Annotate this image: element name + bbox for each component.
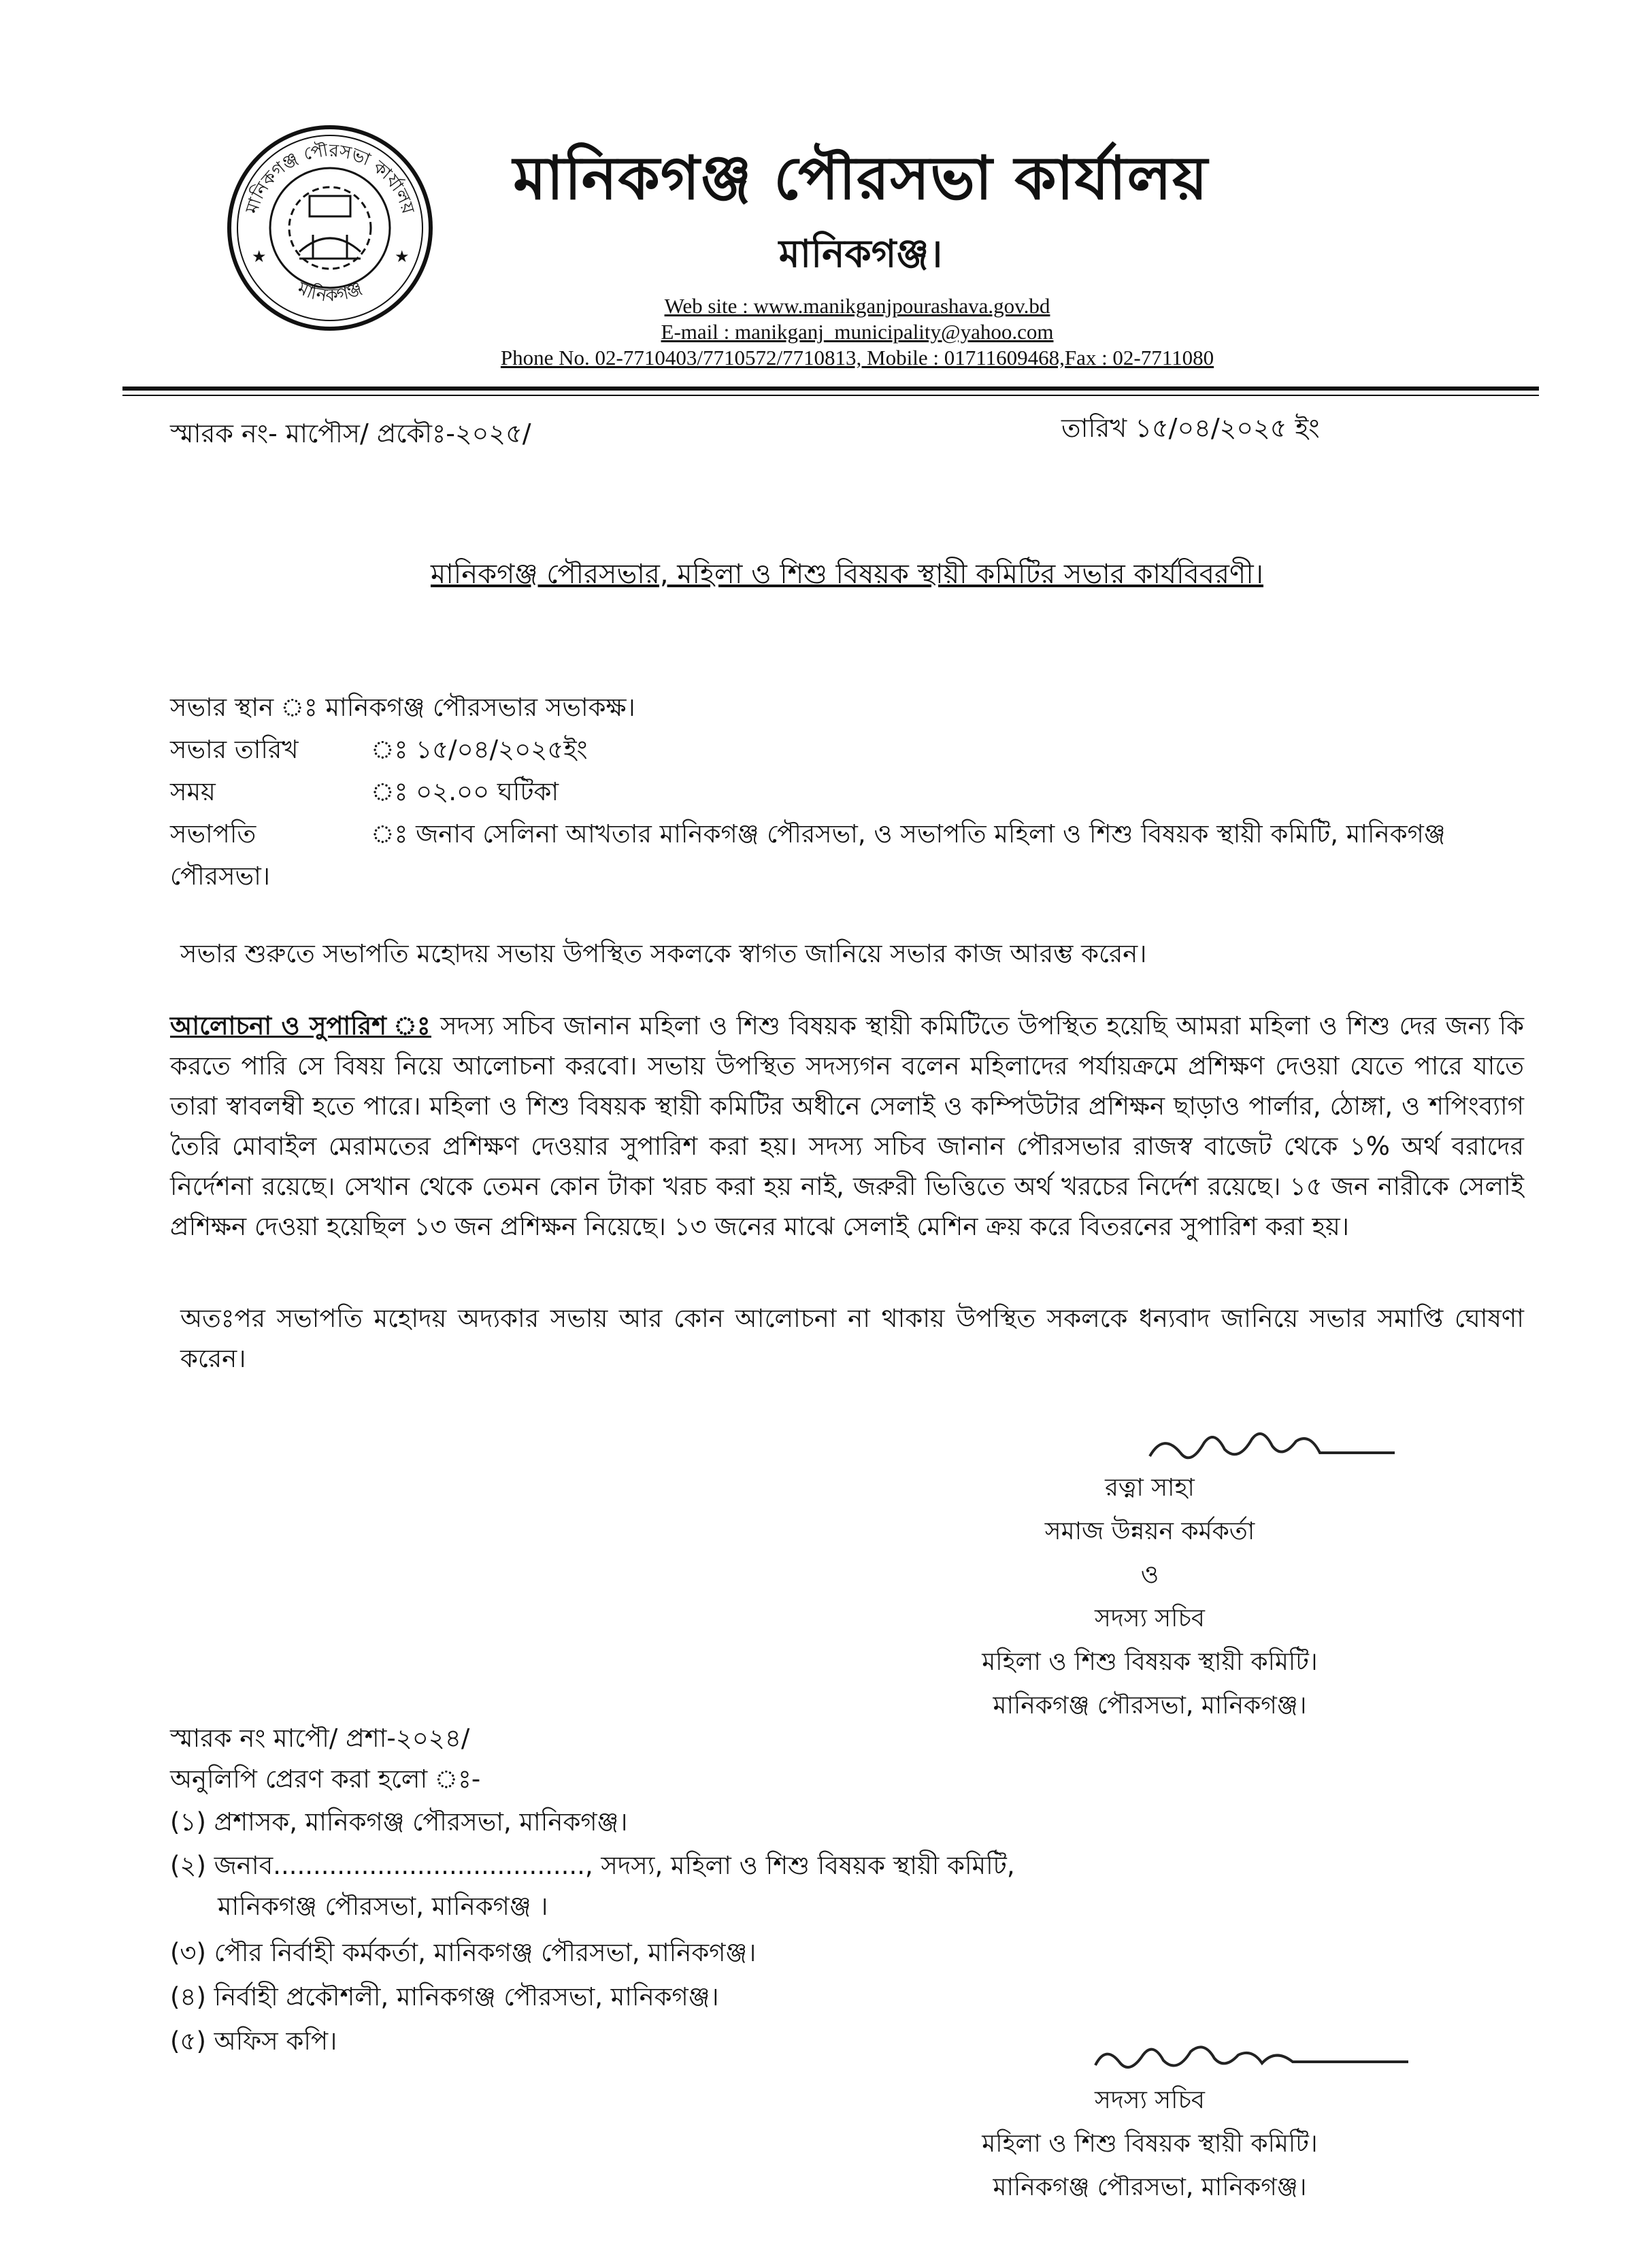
copy-item-cont: মানিকগঞ্জ পৌরসভা, মানিকগঞ্জ ।: [218, 1892, 548, 1921]
meeting-time-value: ঃ ০২.০০ ঘটিকা: [371, 777, 559, 806]
signatory-name: রত্না সাহা: [1105, 1474, 1195, 1502]
meeting-date-label: সভার তারিখ: [170, 735, 299, 764]
memo-date: তারিখ ১৫/০৪/২০২৫ ইং: [1061, 413, 1320, 443]
signatory2-role: সদস্য সচিব: [1095, 2086, 1205, 2114]
office-district: মানিকগঞ্জ।: [778, 231, 943, 276]
meeting-chair-cont: পৌরসভা।: [170, 861, 271, 891]
signatory-designation: সমাজ উন্নয়ন কর্মকর্তা: [1044, 1517, 1255, 1545]
signatory2-committee: মহিলা ও শিশু বিষয়ক স্থায়ী কমিটি।: [982, 2130, 1318, 2158]
copy-item: (৫) অফিস কপি।: [170, 2026, 337, 2056]
svg-text:মানিকগঞ্জ: [294, 278, 365, 306]
header-divider-thin: [122, 395, 1539, 396]
email-link[interactable]: E-mail : manikganj_municipality@yahoo.com: [661, 320, 1054, 344]
signatory-role: সদস্য সচিব: [1095, 1605, 1205, 1632]
phone-info: Phone No. 02-7710403/7710572/7710813, Mobile : 01711609468,Fax : 02-7711080: [500, 346, 1214, 369]
signatory-block: [939, 1466, 1361, 1728]
seal-bottom-text: মানিকগঞ্জ: [294, 278, 366, 306]
discussion-text: সদস্য সচিব জানান মহিলা ও শিশু বিষয়ক স্থায়ী কমিটিতে উপস্থিত হয়েছি আমরা মহিলা ও শিশু দের জন্য কি করতে পারি সে বিষয় নিয়ে আলোচনা করবো। সভায় উপস্থিত সদস্যগন বলেন মহিলাদের পর্যায়ক্রমে প্রশিক্ষণ দেওয়া যেতে পারে যাতে তারা স্বাবলম্বী হতে পারে। মহিলা ও শিশু বিষয়ক স্থায়ী কমিটির অধীনে সেলাই ও কম্পিউটার প্রশিক্ষন ছাড়াও পার্লার, ঠোঙ্গা, ও শপিংব্যাগ তৈরি মোবাইল মেরামতের প্রশিক্ষণ দেওয়ার সুপারিশ করা হয়। সদস্য সচিব জানান পৌরসভার রাজস্ব বাজেট থেকে ১% অর্থ বরাদের নির্দেশনা রয়েছে। সেখান থেকে তেমন কোন টাকা খরচ করা হয় নাই, জরুরী ভিত্তিতে অর্থ খরচের নির্দেশ রয়েছে। ১৫ জন নারীকে সেলাই প্রশিক্ষন দেওয়া হয়েছিল ১৩ জন প্রশিক্ষন নিয়েছে। ১৩ জনের মাঝে সেলাই মেশিন ক্রয় করে বিতরনের সুপারিশ করা হয়।: [170, 1011, 1525, 1241]
memo-number: স্মারক নং- মাপৌস/ প্রকৌঃ-২০২৫/: [170, 418, 531, 448]
discussion-heading: আলোচনা ও সুপারিশ ঃ: [170, 1011, 431, 1040]
signatory2-block: [939, 2079, 1361, 2209]
meeting-time-label: সময়: [170, 777, 216, 806]
svg-text:★: ★: [395, 247, 410, 266]
opening-paragraph: সভার শুরুতে সভাপতি মহোদয় সভায় উপস্থিত সকলকে স্বাগত জানিয়ে সভার কাজ আরম্ভ করেন।: [180, 939, 1147, 968]
meeting-place: সভার স্থান ঃ মানিকগঞ্জ পৌরসভার সভাকক্ষ।: [170, 693, 635, 722]
meeting-chair-value: ঃ জনাব সেলিনা আখতার মানিকগঞ্জ পৌরসভা, ও সভাপতি মহিলা ও শিশু বিষয়ক স্থায়ী কমিটি, মানিকগঞ্জ: [371, 819, 1446, 849]
website-link[interactable]: Web site : www.manikganjpourashava.gov.bd: [664, 294, 1050, 318]
copy-item: (১) প্রশাসক, মানিকগঞ্জ পৌরসভা, মানিকগঞ্জ।: [170, 1807, 628, 1837]
discussion-paragraph: [170, 1006, 1524, 1247]
signatory-conj: ও: [1140, 1561, 1159, 1589]
subject-heading: মানিকগঞ্জ পৌরসভার, মহিলা ও শিশু বিষয়ক স্থায়ী কমিটির সভার কার্যবিবরণী।: [430, 559, 1263, 590]
svg-text:★: ★: [252, 247, 267, 266]
meeting-chair-label: সভাপতি: [170, 819, 256, 849]
signatory-committee: মহিলা ও শিশু বিষয়ক স্থায়ী কমিটি।: [982, 1648, 1318, 1676]
seal-ring-text: মানিকগঞ্জ পৌরসভা কার্যালয়: [242, 139, 418, 216]
office-name-heading: মানিকগঞ্জ পৌরসভা কার্যালয়: [513, 142, 1208, 213]
signatory2-office: মানিকগঞ্জ পৌরসভা, মানিকগঞ্জ।: [993, 2173, 1307, 2201]
copy-intro: অনুলিপি প্রেরণ করা হলো ঃ-: [170, 1764, 481, 1794]
copy-item: (২) জনাব......................................., সদস্য, মহিলা ও শিশু বিষয়ক স্থায়ী কমিটি,: [170, 1851, 1015, 1880]
copy-memo-number: স্মারক নং মাপৌ/ প্রশা-২০২৪/: [170, 1724, 470, 1753]
header-divider: [122, 387, 1539, 391]
closing-paragraph: অতঃপর সভাপতি মহোদয় অদ্যকার সভায় আর কোন আলোচনা না থাকায় উপস্থিত সকলকে ধন্যবাদ জানিয়ে সভার সমাপ্তি ঘোষণা করেন।: [180, 1304, 1524, 1373]
copy-item: (৪) নির্বাহী প্রকৌশলী, মানিকগঞ্জ পৌরসভা, মানিকগঞ্জ।: [170, 1982, 719, 2011]
municipality-seal-logo: [225, 122, 435, 333]
signatory-office: মানিকগঞ্জ পৌরসভা, মানিকগঞ্জ।: [993, 1692, 1307, 1720]
copy-item: (৩) পৌর নির্বাহী কর্মকর্তা, মানিকগঞ্জ পৌরসভা, মানিকগঞ্জ।: [170, 1938, 757, 1967]
meeting-date-value: ঃ ১৫/০৪/২০২৫ইং: [371, 735, 588, 764]
